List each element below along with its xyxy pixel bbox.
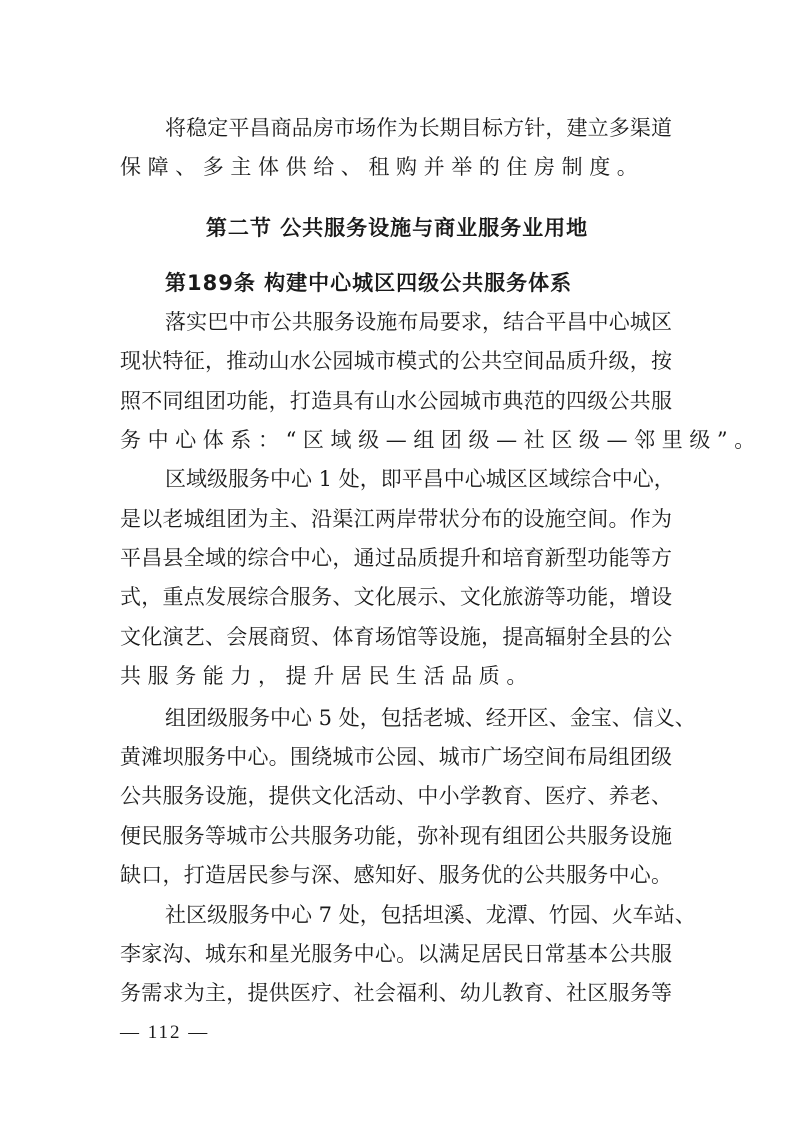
body-line: 便民服务等城市公共服务功能，弥补现有组团公共服务设施 bbox=[120, 824, 672, 848]
body-line: 是以老城组团为主、沿渠江两岸带状分布的设施空间。作为 bbox=[120, 507, 672, 531]
body-line: 照不同组团功能，打造具有山水公园城市典范的四级公共服 bbox=[120, 389, 672, 413]
body-line: 保障、多主体供给、租购并举的住房制度。 bbox=[120, 155, 645, 179]
body-line: 区域级服务中心 1 处，即平昌中心城区区域综合中心， bbox=[165, 467, 675, 491]
body-line: 共服务能力，提升居民生活品质。 bbox=[120, 664, 534, 688]
article-title: 第189条 构建中心城区四级公共服务体系 bbox=[165, 271, 573, 295]
body-line: 李家沟、城东和星光服务中心。以满足居民日常基本公共服 bbox=[120, 942, 672, 966]
body-line: 平昌县全域的综合中心，通过品质提升和培育新型功能等方 bbox=[120, 546, 672, 570]
body-line: 现状特征，推动山水公园城市模式的公共空间品质升级，按 bbox=[120, 349, 672, 373]
body-line: 务需求为主，提供医疗、社会福利、幼儿教育、社区服务等 bbox=[120, 981, 672, 1005]
body-line: 务中心体系：“区域级—组团级—社区级—邻里级”。 bbox=[120, 428, 762, 452]
page-number: — 112 — bbox=[120, 1022, 210, 1043]
body-line: 式，重点发展综合服务、文化展示、文化旅游等功能，增设 bbox=[120, 585, 672, 609]
body-line: 落实巴中市公共服务设施布局要求，结合平昌中心城区 bbox=[165, 310, 672, 334]
body-line: 缺口，打造居民参与深、感知好、服务优的公共服务中心。 bbox=[120, 863, 672, 887]
body-line: 文化演艺、会展商贸、体育场馆等设施，提高辐射全县的公 bbox=[120, 625, 672, 649]
body-line: 社区级服务中心 7 处，包括坦溪、龙潭、竹园、火车站、 bbox=[165, 903, 696, 927]
section-title: 第二节 公共服务设施与商业服务业用地 bbox=[205, 216, 589, 240]
body-line: 公共服务设施，提供文化活动、中小学教育、医疗、养老、 bbox=[120, 784, 672, 808]
body-line: 组团级服务中心 5 处，包括老城、经开区、金宝、信义、 bbox=[165, 706, 696, 730]
body-line: 黄滩坝服务中心。围绕城市公园、城市广场空间布局组团级 bbox=[120, 745, 672, 769]
body-line: 将稳定平昌商品房市场作为长期目标方针，建立多渠道 bbox=[165, 116, 672, 140]
